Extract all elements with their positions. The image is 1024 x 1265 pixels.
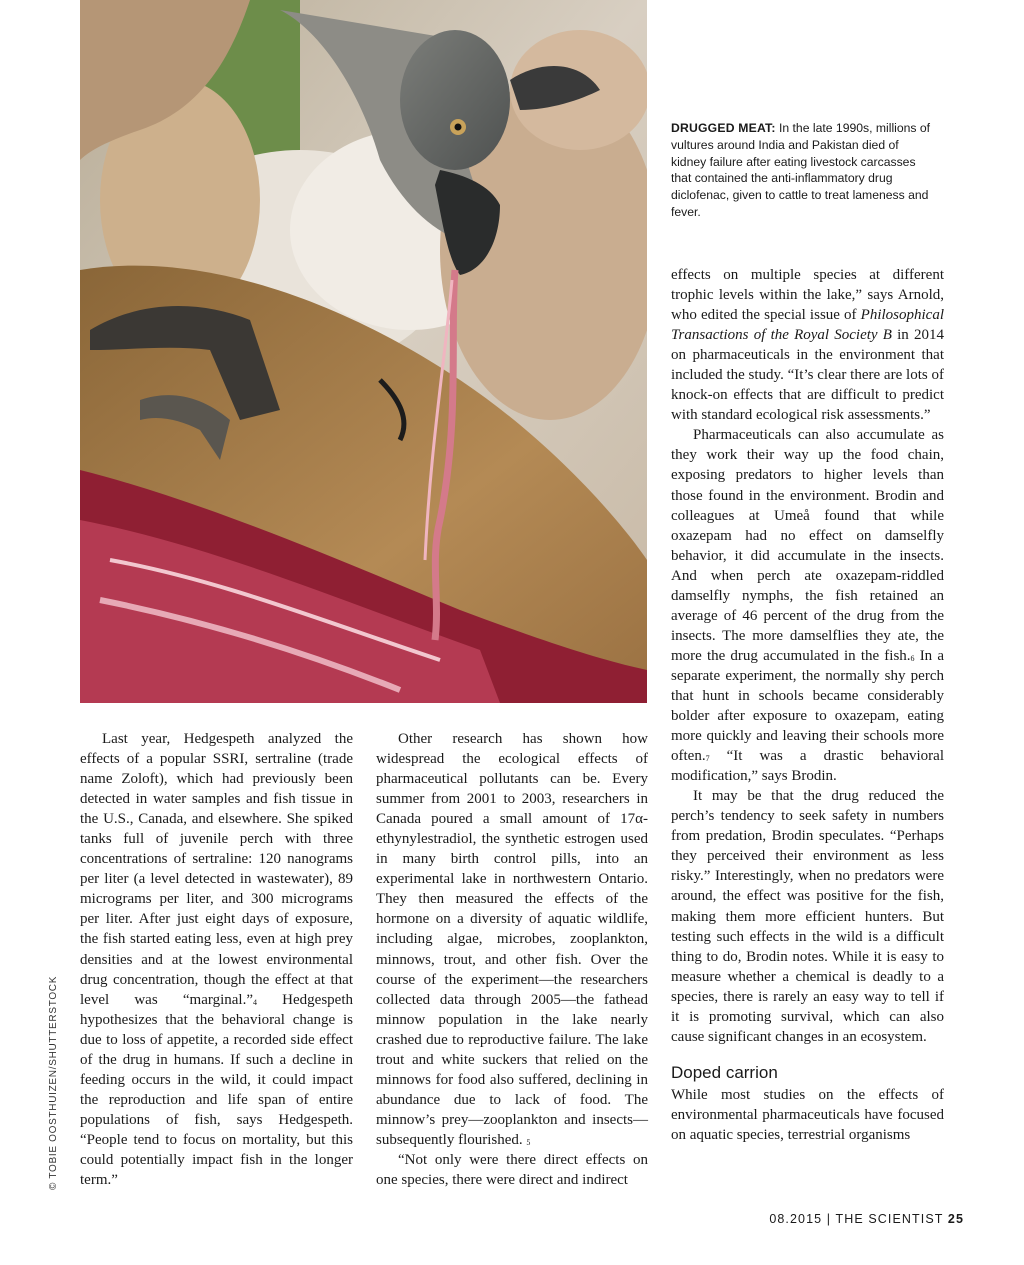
footnote-ref: 4	[252, 997, 257, 1007]
paragraph: Last year, Hedgespeth analyzed the effects of a popular SSRI, sertraline (trade name Zoloft), which had previously been detected in water samples and fish tissue in the U.S., Canada, and elsewhere. She spiked tanks full of juvenile perch with three concentrations of sertraline: 120 nanograms per liter (a level detected in wastewater), 89 micrograms per liter, and 300 micrograms per liter. After just eight days of exposure, the fish started eating less, even at high prey densities and at the lowest environmental drug concentration, though the effect at that level was “marginal.”$^4$ Hedgespeth hypothesizes that the behavioral change is due to loss of appetite, a recorded side effect of the drug in humans. If such a decline in feeding occurs in the wild, it could impact the reproduction and life span of entire populations of fish, says Hedgespeth. “People tend to focus on mortality, but this could potentially impact fish in the longer term.”	[80, 731, 353, 1189]
page-number: 25	[947, 1212, 964, 1226]
paragraph: It may be that the drug reduced the perch’s tendency to seek safety in numbers from predation, Brodin speculates. “Perhaps they perceived their environment as less risky.” Interestingly, when no predators were around, the effect was positive for the fish, making them more efficient hunters. But testing such effects in the wild is a difficult thing to do, Brodin notes. While it is easy to measure whether a chemical is deadly to a species, there is rarely an easy way to tell if it is promoting survival, which can also cause significant changes in an ecosystem.	[671, 788, 944, 1045]
paragraph: “Not only were there direct effects on one species, there were direct and indirect	[376, 1151, 648, 1189]
footnote-ref: 7	[705, 754, 710, 764]
caption-text: In the late 1990s, millions of vultures around India and Pakistan died of kidney failure after eating livestock carcasses that contained the anti-inflammatory drug diclofenac, given to cattle to treat lameness and fever.	[671, 121, 931, 219]
article-column-2	[376, 729, 648, 1190]
vulture-photo	[80, 0, 647, 703]
issue-label: 08.2015 | THE SCIENTIST	[769, 1212, 948, 1226]
vulture-illustration	[80, 0, 647, 703]
photo-credit: © TOBIE OOSTHUIZEN/SHUTTERSTOCK	[48, 975, 59, 1190]
footnote-ref: 6	[910, 653, 915, 663]
page-footer	[769, 1212, 964, 1226]
caption-label: DRUGGED MEAT:	[671, 121, 776, 135]
section-subhead: Doped carrion	[671, 1062, 778, 1082]
paragraph: effects on multiple species at different trophic levels within the lake,” says Arnold, who edited the special issue of Philosophical Transactions of the Royal Society B in 2014 on pharmaceuticals in the environment that included the study. “It’s clear there are lots of knock-on effects that are difficult to predict with standard ecological risk assessments.”	[671, 267, 944, 424]
paragraph: Pharmaceuticals can also accumulate as they work their way up the food chain, exposing predators to higher levels than those found in the environment. Brodin and colleagues at Umeå found that while oxazepam had no effect on damselfly behavior, it did accumulate in the insects. And when perch ate oxazepam-riddled damselfly nymphs, the fish retained an average of 46 percent of the drug from the insects. The more damselflies they ate, the more the drug accumulated in the fish.$^6$ In a separate experiment, the normally shy perch that hunt in schools became considerably bolder after exposure to oxazepam, eating more quickly and leaving their schools more often.$^7$ “It was a drastic behavioral modification,” says Brodin.	[671, 427, 944, 785]
footnote-ref: 5	[526, 1137, 531, 1147]
article-column-3	[671, 265, 944, 1145]
paragraph: While most studies on the effects of environmental pharmaceuticals have focused on aquatic species, terrestrial organisms	[671, 1086, 944, 1143]
article-column-1	[80, 729, 353, 1190]
photo-caption	[671, 120, 933, 221]
paragraph: Other research has shown how widespread the ecological effects of pharmaceutical pollutants can be. Every summer from 2001 to 2003, researchers in Canada poured a small amount of 17α-ethynylestradiol, the synthetic estrogen used in many birth control pills, into an experimental lake in northwestern Ontario. They then measured the effects of the hormone on a diversity of aquatic wildlife, including algae, microbes, zooplankton, minnows, trout, and other fish. Over the course of the experiment—the researchers collected data through 2005—the fathead minnow population in the lake nearly crashed due to reproductive failure. The lake trout and white suckers that relied on the minnows for food also suffered, declining in abundance due to lack of food. The minnow’s prey—zooplankton and insects—subsequently flourished. $^5$	[376, 731, 648, 1148]
journal-title: Philosophical Transactions of the Royal Society B	[671, 307, 944, 344]
